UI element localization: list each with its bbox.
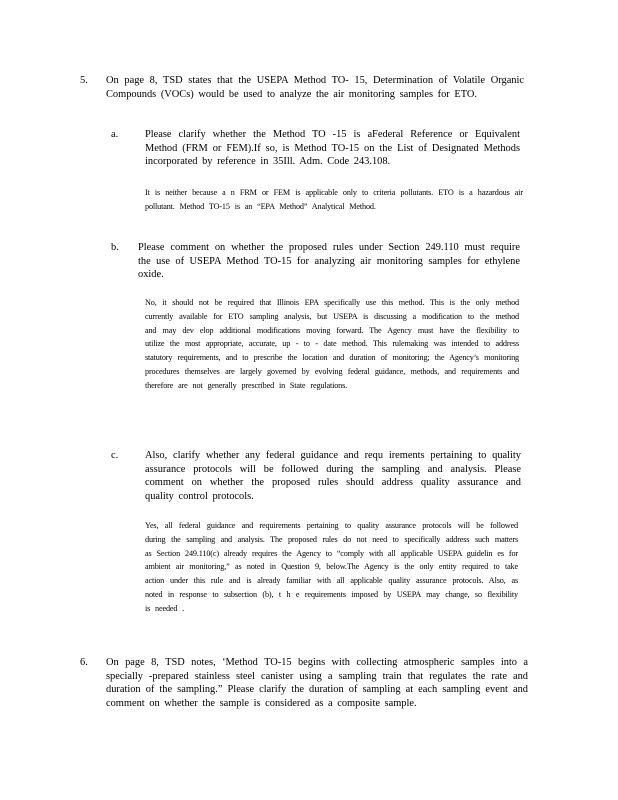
subitem-answer: No, it should not be required that Illinois EPA specifically use this method. This is the only method currently available for ETO sampling analysis, but USEPA is discussing a modification to the method and may dev elop additional modifications moving forward. The Agency must have the flexibility to utilize the most appropriate, accurate, up - to - date method. This rulemaking was intended to address statutory requirements, and to prescribe the location and duration of monitoring; the Agency’s monitoring procedures themselves are largely governed by evolving federal guidance, methods, and requirements and therefore are not generally prescribed in State regulations. [145,298,519,390]
subitem-label: b. [111,242,119,253]
item-text: On page 8, TSD states that the USEPA Method TO- 15, Determination of Volatile Organic Compounds (VOCs) would be used to analyze the air monitoring samples for ETO. [106,75,524,100]
subitem-label: c. [111,450,119,461]
item-number: 6. [80,657,88,668]
subitem-label: a. [111,129,119,140]
subitem-answer: Yes, all federal guidance and requirements pertaining to quality assurance protocols will be followed during the sampling and analysis. The proposed rules do not need to specifically address such matters as Section 249.110(c) already requires the Agency to “comply with all applicable USEPA guidelin es for ambient air monitoring,” as noted in Question 9, below.The Agency is the only entity required to take action under this rule and is already familiar with all applicable quality assurance protocols. Also, as noted in response to subsection (b), t h e requirements imposed by USEPA may change, so flexibility is needed . [145,521,518,613]
subitem-answer: It is neither because a n FRM or FEM is applicable only to criteria pollutants. ETO is a hazardous air pollutant. Method TO-15 is an “EPA Method” Analytical Method. [145,188,523,211]
subitem-question: Please comment on whether the proposed rules under Section 249.110 must require the use of USEPA Method TO-15 for analyzing air monitoring samples for ethylene oxide. [138,242,520,280]
subitem-question: Also, clarify whether any federal guidance and requ irements pertaining to quality assurance protocols will be followed during the sampling and analysis. Please comment on whether the proposed rules should address quality assurance and quality control protocols. [145,450,521,502]
item-number: 5. [80,75,88,86]
subitem-question: Please clarify whether the Method TO -15 is aFederal Reference or Equivalent Method (FRM or FEM).If so, is Method TO-15 on the List of Designated Methods incorporated by reference in 35Ill. Adm. Code 243.108. [145,129,520,167]
item-text: On page 8, TSD notes, ‘Method TO-15 begins with collecting atmospheric samples into a specially -prepared stainless steel canister using a sampling train that regulates the rate and duration of the sampling.” Please clarify the duration of sampling at each sampling event and comment on whether the sample is considered as a composite sample. [106,657,528,709]
